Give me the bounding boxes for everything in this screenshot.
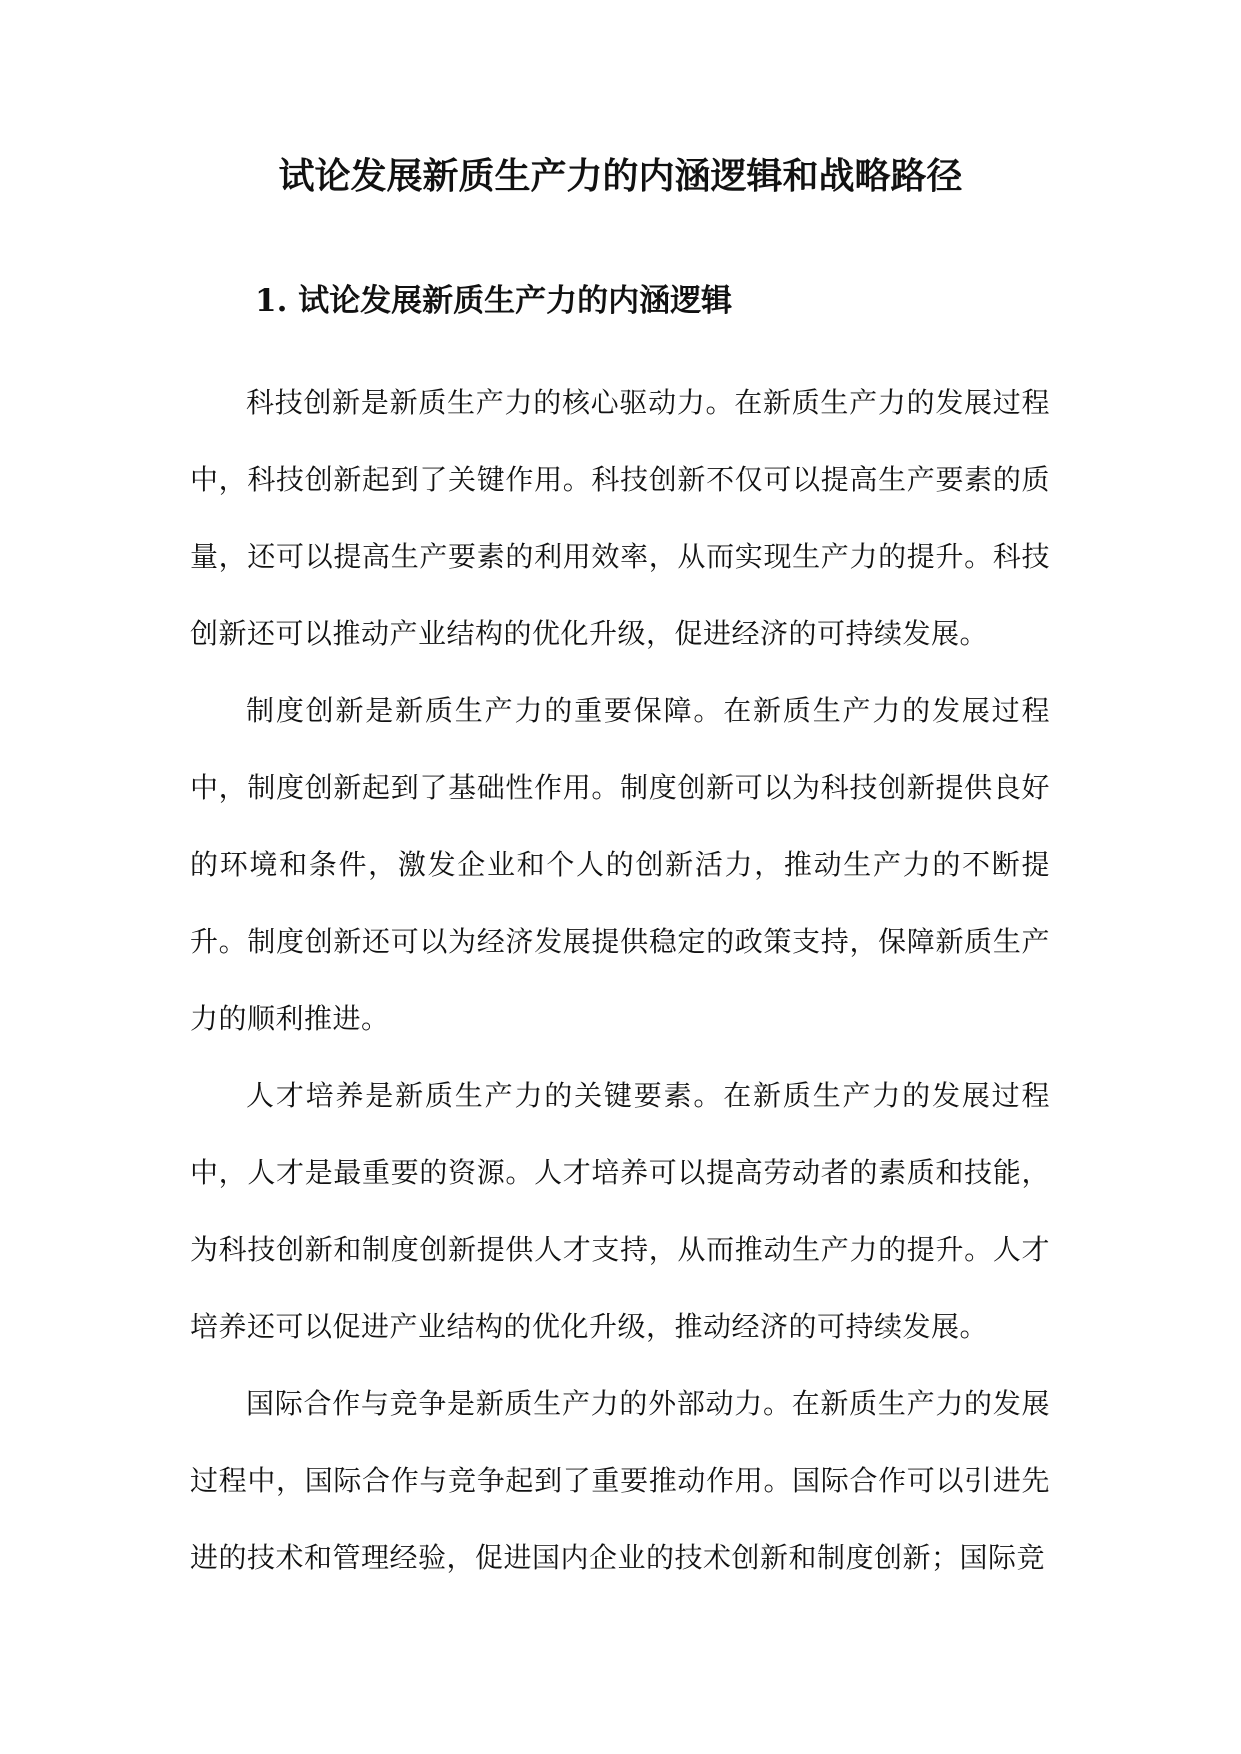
paragraph-talent-cultivation: 人才培养是新质生产力的关键要素。在新质生产力的发展过程中，人才是最重要的资源。人才培养可以提高劳动者的素质和技能，为科技创新和制度创新提供人才支持，从而推动生产力的提升。人才培养还可以促进产业结构的优化升级，推动经济的可持续发展。	[190, 1079, 1050, 1343]
document-body	[190, 364, 1050, 1596]
paragraph-tech-innovation: 科技创新是新质生产力的核心驱动力。在新质生产力的发展过程中，科技创新起到了关键作用。科技创新不仅可以提高生产要素的质量，还可以提高生产要素的利用效率，从而实现生产力的提升。科技创新还可以推动产业结构的优化升级，促进经济的可持续发展。	[190, 386, 1050, 650]
document-title: 试论发展新质生产力的内涵逻辑和战略路径	[278, 155, 963, 197]
paragraph-institutional-innovation: 制度创新是新质生产力的重要保障。在新质生产力的发展过程中，制度创新起到了基础性作用。制度创新可以为科技创新提供良好的环境和条件，激发企业和个人的创新活力，推动生产力的不断提升。制度创新还可以为经济发展提供稳定的政策支持，保障新质生产力的顺利推进。	[190, 694, 1050, 1035]
section-heading: 1. 试论发展新质生产力的内涵逻辑	[255, 283, 733, 319]
paragraph-international-cooperation: 国际合作与竞争是新质生产力的外部动力。在新质生产力的发展过程中，国际合作与竞争起到了重要推动作用。国际合作可以引进先进的技术和管理经验，促进国内企业的技术创新和制度创新；国际竞	[190, 1387, 1050, 1574]
